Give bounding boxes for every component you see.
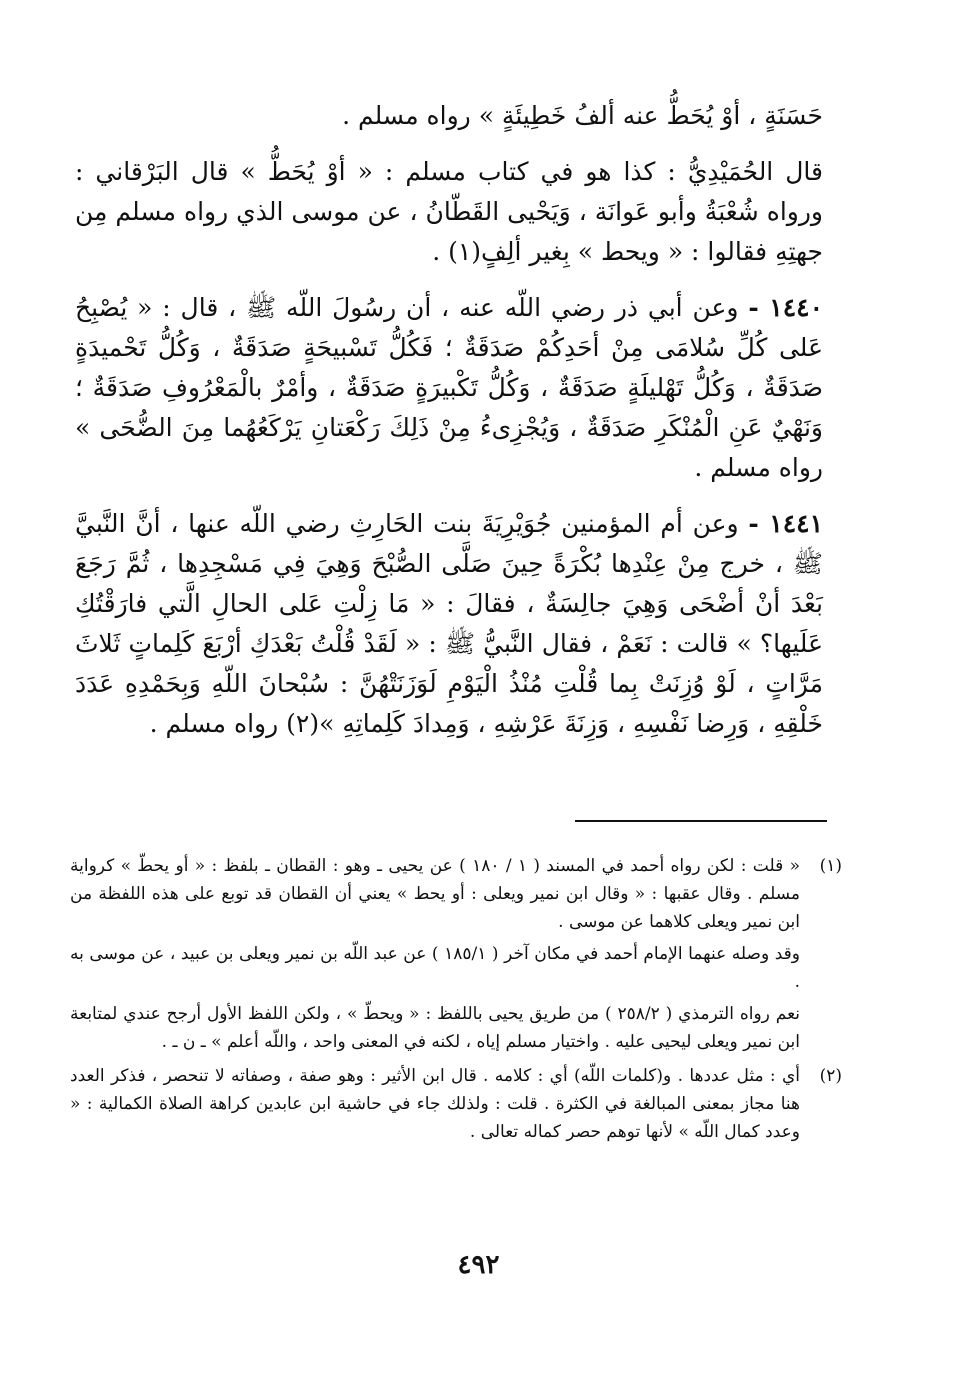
hadith-1440 <box>75 288 823 488</box>
footnote-marker: (٢) <box>819 1066 842 1086</box>
footnote-marker: (١) <box>819 856 842 876</box>
paragraph-humaydi-note: قال الحُمَيْدِيُّ : كذا هو في كتاب مسلم : « أوْ يُحَطُّ » قال البَرْقاني : ورواه شُعْبَةُ وأبو عَوانَة ، وَيَحْيى القَطّانُ ، عن موسى الذي رواه مسلم مِن جهتِهِ فقالوا : « ويحط » بِغير ألِفٍ(١) . <box>75 157 823 266</box>
hadith-number: ١٤٤١ - <box>748 509 823 538</box>
footnote-divider <box>575 820 827 822</box>
hadith-number: ١٤٤٠ - <box>748 293 823 322</box>
hadith-text: وعن أبي ذر رضي اللّه عنه ، أن رسُولَ اللّه ﷺ ، قال : « يُصْبِحُ عَلى كُلِّ سُلامَى مِنْ أحَدِكُمْ صَدَقَةٌ ؛ فَكُلُّ تَسْبيحَةٍ صَدَقَةٌ ، وَكُلُّ تَحْميدَةٍ صَدَقَةٌ ، وَكُلُّ تَهْليلَةٍ صَدَقَةٌ ، وَكُلُّ تَكْبيرَةٍ صَدَقَةٌ ، وأمْرٌ بالْمَعْرُوفِ صَدَقَةٌ ؛ وَنَهْيٌ عَنِ الْمُنْكَرِ صَدَقَةٌ ، وَيُجْزِىءُ مِنْ ذَلِكَ رَكْعَتانِ يَرْكَعُهُما مِنَ الضُّحَى » رواه مسلم . <box>75 293 823 482</box>
page-number: ٤٩٢ <box>457 1250 500 1280</box>
footnote-1 <box>70 852 842 1056</box>
footnote-text: أي : مثل عددها . و(كلمات اللّه) أي : كلامه . قال ابن الأثير : وهو صفة ، وصفاته لا تنحصر ، فذكر العدد هنا مجاز بمعنى المبالغة في الكثرة . قلت : ولذلك جاء في حاشية ابن عابدين كراهة الصلاة الكمالية : « وعدد كمال اللّه » لأنها توهم حصر كماله تعالى . <box>70 1066 800 1142</box>
footnote-text: نعم رواه الترمذي ( ٢٥٨/٢ ) من طريق يحيى باللفظ : « ويحطّ » ، ولكن اللفظ الأول أرجح عندي لمتابعة ابن نمير ويعلى ليحيى عليه . واختيار مسلم إياه ، لكنه في المعنى واحد ، واللّه أعلم » ـ ن ـ . <box>70 1004 800 1052</box>
footnotes <box>70 852 842 1146</box>
paragraph-continuation: حَسَنَةٍ ، أوْ يُحَطُّ عنه ألفُ خَطِيئَةٍ » رواه مسلم . <box>342 101 823 130</box>
main-text <box>75 96 823 744</box>
footnote-text: « قلت : لكن رواه أحمد في المسند ( ١ / ١٨٠ ) عن يحيى ـ وهو : القطان ـ بلفظ : « أو يحطّ » كرواية مسلم . وقال عقبها : « وقال ابن نمير ويعلى : أو يحط » يعني أن القطان قد توبع على هذه اللفظة من ابن نمير ويعلى كلاهما عن موسى . <box>70 856 800 932</box>
footnote-text: وقد وصله عنهما الإمام أحمد في مكان آخر ( ١٨٥/١ ) عن عبد اللّه بن نمير ويعلى بن عبيد ، عن موسى به . <box>70 944 800 992</box>
footnote-2 <box>70 1062 842 1146</box>
hadith-1441 <box>75 504 823 744</box>
hadith-text: وعن أم المؤمنين جُوَيْرِيَةَ بنت الحَارِثِ رضي اللّه عنها ، أنَّ النَّبيَّ ﷺ ، خرج مِنْ عِنْدِها بُكْرَةً حِينَ صَلَّى الصُّبْحَ وَهِيَ فِي مَسْجِدِها ، ثُمَّ رَجَعَ بَعْدَ أنْ أضْحَى وَهِيَ جالِسَةٌ ، فقالَ : « مَا زِلْتِ عَلى الحالِ الَّتي فارَقْتُكِ عَلَيها؟ » قالت : نَعَمْ ، فقال النَّبيُّ ﷺ : « لَقَدْ قُلْتُ بَعْدَكِ أرْبَعَ كَلِماتٍ ثَلاثَ مَرَّاتٍ ، لَوْ وُزِنَتْ بِما قُلْتِ مُنْذُ الْيَوْمِ لَوَزَنَتْهُنَّ : سُبْحانَ اللّهِ وَبِحَمْدِهِ عَدَدَ خَلْقِهِ ، وَرِضا نَفْسِهِ ، وَزِنَةَ عَرْشِهِ ، وَمِدادَ كَلِماتِهِ »(٢) رواه مسلم . <box>75 509 823 738</box>
